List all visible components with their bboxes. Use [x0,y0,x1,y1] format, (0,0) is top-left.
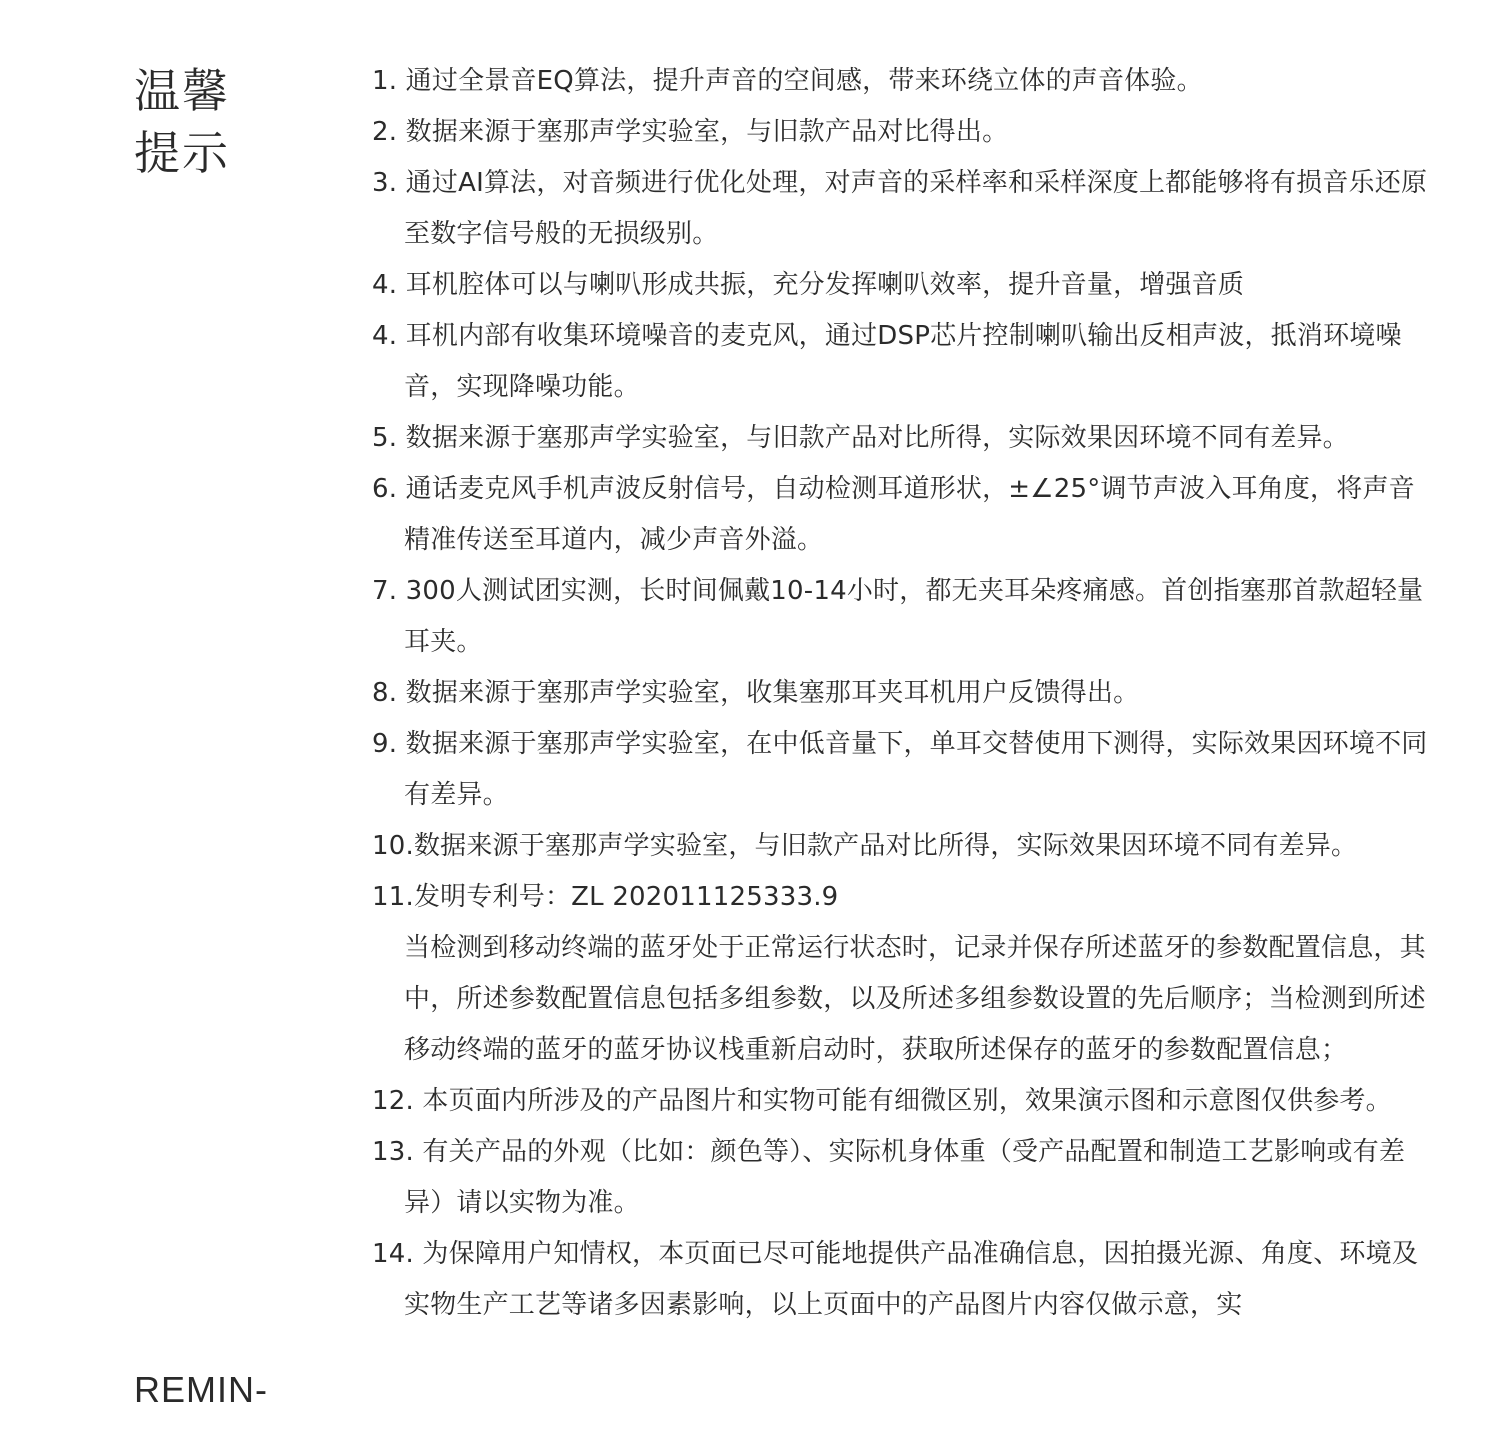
note-item-continuation [372,923,1432,1076]
note-number: 12. [372,1086,414,1116]
note-number: 4. [372,321,398,351]
note-item [372,1076,1432,1127]
side-title-line-2: 提示 [134,126,230,180]
note-text: 数据来源于塞那声学实验室，与旧款产品对比得出。 [397,117,1009,147]
note-number: 6. [372,474,398,504]
note-item [372,566,1432,668]
note-text: 通过AI算法，对音频进行优化处理，对声音的采样率和采样深度上都能够将有损音乐还原至数字信号般的无损级别。 [397,168,1428,249]
note-item [372,413,1432,464]
note-text: 数据来源于塞那声学实验室，与旧款产品对比所得，实际效果因环境不同有差异。 [397,423,1349,453]
note-item [372,260,1432,311]
note-item [372,719,1432,821]
note-text: 通过全景音EQ算法，提升声音的空间感，带来环绕立体的声音体验。 [397,66,1203,96]
side-title [134,60,274,184]
note-text: 当检测到移动终端的蓝牙处于正常运行状态时，记录并保存所述蓝牙的参数配置信息，其中，所述参数配置信息包括多组参数，以及所述多组参数设置的先后顺序；当检测到所述移动终端的蓝牙的蓝牙协议栈重新启动时，获取所述保存的蓝牙的参数配置信息； [404,933,1426,1065]
note-item [372,464,1432,566]
note-item [372,158,1432,260]
note-item [372,872,1432,923]
note-number: 1. [372,66,398,96]
note-text: 耳机腔体可以与喇叭形成共振，充分发挥喇叭效率，提升音量，增强音质 [397,270,1245,300]
note-item [372,1229,1432,1331]
note-number: 3. [372,168,398,198]
note-number: 14. [372,1239,414,1269]
note-item [372,311,1432,413]
note-item [372,107,1432,158]
note-number: 2. [372,117,398,147]
note-number: 9. [372,729,398,759]
side-title-line-1: 温馨 [134,64,230,118]
note-text: 数据来源于塞那声学实验室，收集塞那耳夹耳机用户反馈得出。 [397,678,1140,708]
note-text: 数据来源于塞那声学实验室，在中低音量下，单耳交替使用下测得，实际效果因环境不同有差异。 [397,729,1428,810]
note-number: 5. [372,423,398,453]
note-item [372,668,1432,719]
note-item [372,56,1432,107]
note-item [372,1127,1432,1229]
note-number: 10. [372,831,414,861]
note-text: 有关产品的外观（比如：颜色等）、实际机身体重（受产品配置和制造工艺影响或有差异）请以实物为准。 [404,1137,1406,1218]
note-text: 本页面内所涉及的产品图片和实物可能有细微区别，效果演示图和示意图仅供参考。 [413,1086,1392,1116]
note-text: 通话麦克风手机声波反射信号，自动检测耳道形状，±∠25°调节声波入耳角度，将声音精准传送至耳道内，减少声音外溢。 [397,474,1415,555]
note-number: 11. [372,882,414,912]
note-text: 300人测试团实测，长时间佩戴10-14小时，都无夹耳朵疼痛感。首创指塞那首款超轻量耳夹。 [397,576,1424,657]
note-text: 数据来源于塞那声学实验室，与旧款产品对比所得，实际效果因环境不同有差异。 [413,831,1358,861]
note-text: 为保障用户知情权，本页面已尽可能地提供产品准确信息，因拍摄光源、角度、环境及实物生产工艺等诸多因素影响，以上页面中的产品图片内容仅做示意，实 [404,1239,1419,1320]
side-english-title: REMIN- [134,1369,268,1410]
note-number: 13. [372,1137,414,1167]
note-text: 发明专利号：ZL 202011125333.9 [413,882,839,912]
note-text: 耳机内部有收集环境噪音的麦克风，通过DSP芯片控制喇叭输出反相声波，抵消环境噪音，实现降噪功能。 [397,321,1402,402]
note-number: 4. [372,270,398,300]
notes-list [372,56,1432,1331]
note-number: 7. [372,576,398,606]
note-item [372,821,1432,872]
note-number: 8. [372,678,398,708]
